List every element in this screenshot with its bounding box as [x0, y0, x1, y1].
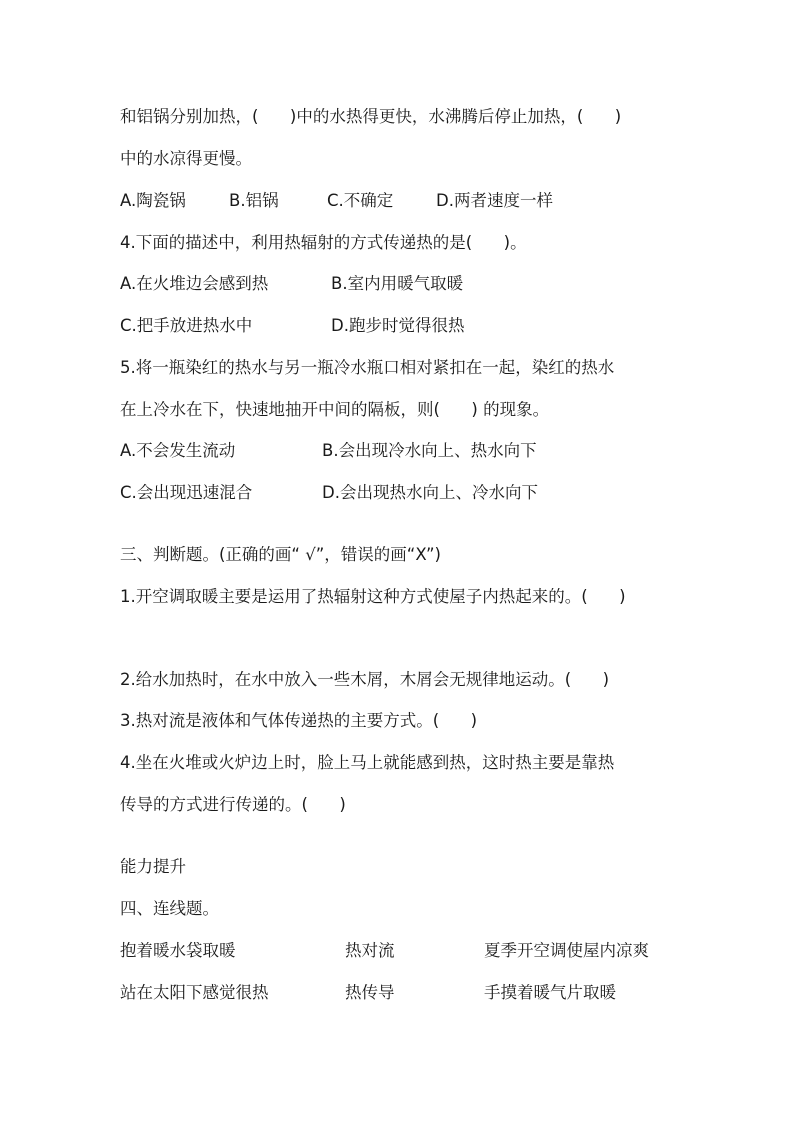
q5-option-d: D.会出现热水向上、冷水向下	[322, 483, 538, 502]
q3-line1: 和铝锅分别加热，( )中的水热得更快，水沸腾后停止加热，( )	[120, 107, 622, 126]
q3-option-b: B.铝锅	[229, 191, 279, 210]
match-right-2: 手摸着暖气片取暖	[484, 983, 616, 1002]
match-left-1: 抱着暖水袋取暖	[120, 941, 236, 960]
tf-question-2: 2.给水加热时，在水中放入一些木屑，木屑会无规律地运动。( )	[120, 670, 610, 689]
q3-line2: 中的水凉得更慢。	[120, 149, 252, 168]
q5-line2: 在上冷水在下，快速地抽开中间的隔板，则( ) 的现象。	[120, 400, 550, 419]
match-left-2: 站在太阳下感觉很热	[120, 983, 269, 1002]
q5-option-b: B.会出现冷水向上、热水向下	[322, 441, 537, 460]
q3-option-c: C.不确定	[327, 191, 394, 210]
q5-option-a: A.不会发生流动	[120, 441, 236, 460]
tf-question-1: 1.开空调取暖主要是运用了热辐射这种方式使屋子内热起来的。( )	[120, 587, 626, 606]
q4-option-c: C.把手放进热水中	[120, 316, 253, 335]
q3-option-d: D.两者速度一样	[436, 191, 553, 210]
q4-option-a: A.在火堆边会感到热	[120, 274, 269, 293]
q3-option-a: A.陶瓷锅	[120, 191, 186, 210]
section4-heading: 四、连线题。	[120, 899, 219, 918]
match-middle-2: 热传导	[345, 983, 395, 1002]
q4-stem: 4.下面的描述中，利用热辐射的方式传递热的是( )。	[120, 233, 527, 252]
q5-line1: 5.将一瓶染红的热水与另一瓶冷水瓶口相对紧扣在一起，染红的热水	[120, 358, 615, 377]
match-middle-1: 热对流	[345, 941, 395, 960]
q4-option-b: B.室内用暖气取暖	[331, 274, 464, 293]
tf-question-4-line2: 传导的方式进行传递的。( )	[120, 795, 346, 814]
q4-option-d: D.跑步时觉得很热	[331, 316, 465, 335]
section3-heading: 三、判断题。(正确的画“ √”，错误的画“X”)	[120, 545, 441, 564]
tf-question-4-line1: 4.坐在火堆或火炉边上时，脸上马上就能感到热，这时热主要是靠热	[120, 753, 615, 772]
match-right-1: 夏季开空调使屋内凉爽	[484, 941, 649, 960]
ability-heading: 能力提升	[120, 857, 186, 876]
q5-option-c: C.会出现迅速混合	[120, 483, 253, 502]
tf-question-3: 3.热对流是液体和气体传递热的主要方式。( )	[120, 711, 478, 730]
